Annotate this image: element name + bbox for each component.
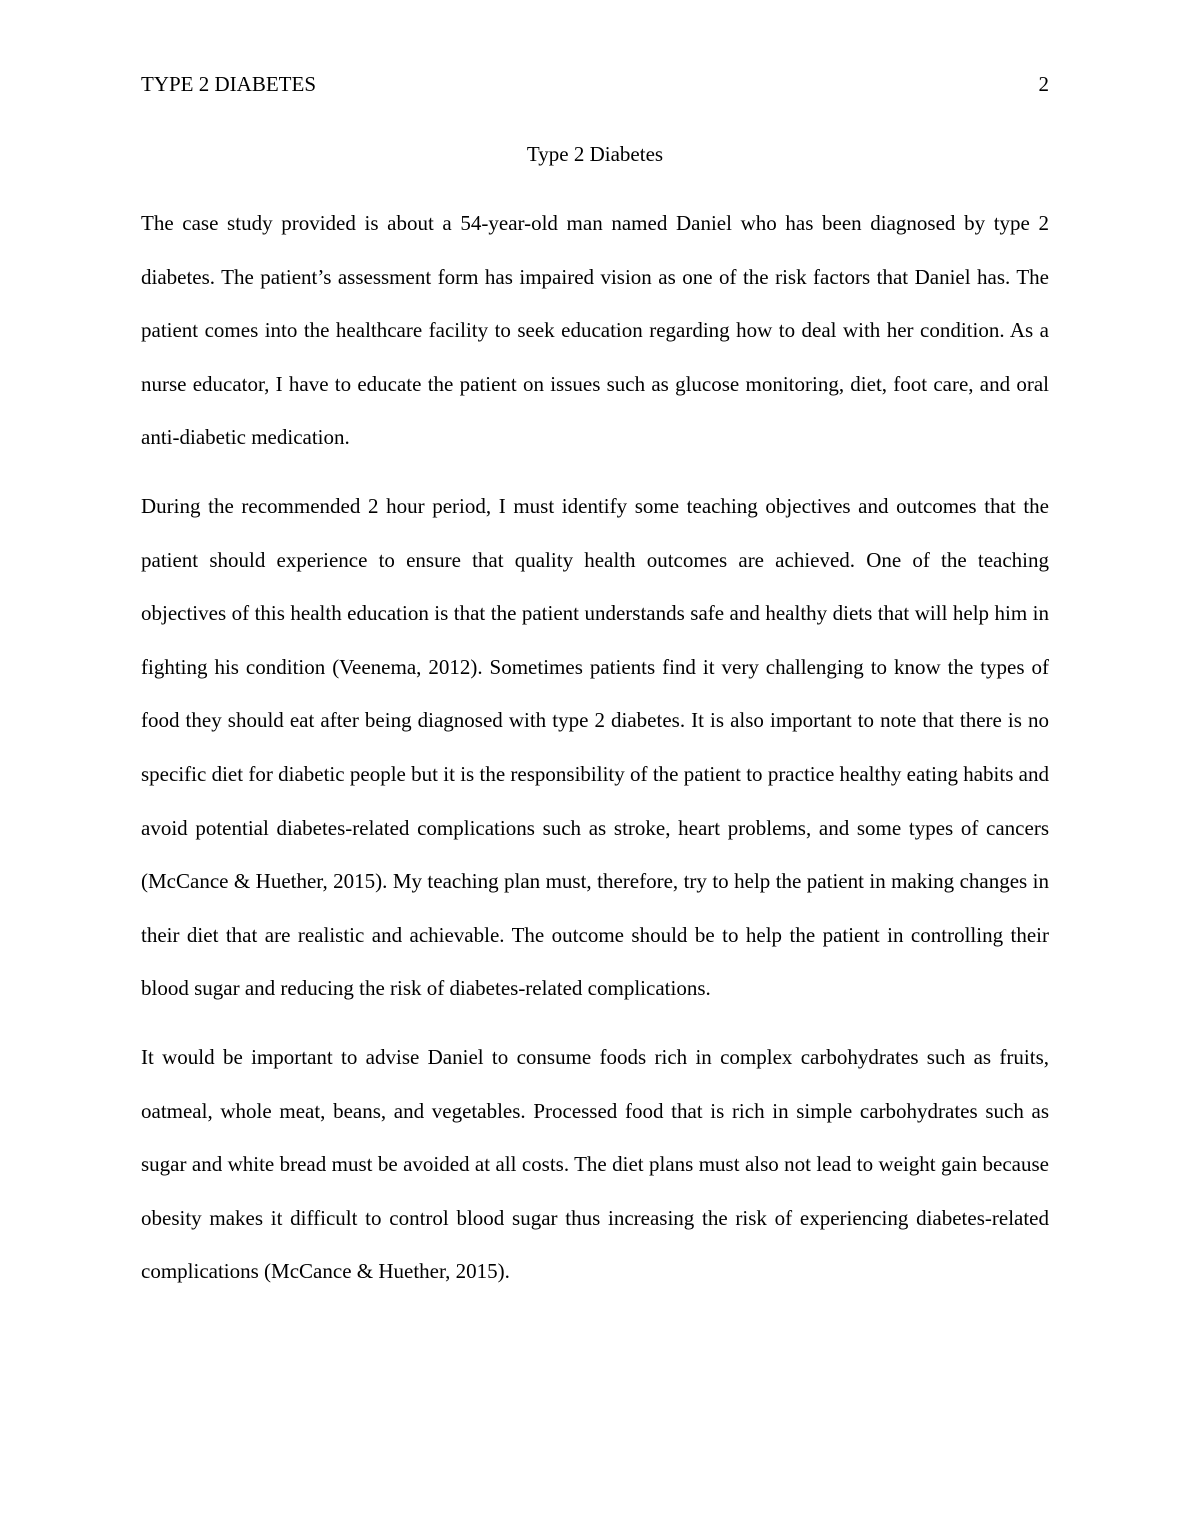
running-head-title: TYPE 2 DIABETES	[141, 72, 316, 96]
paragraph-3: It would be important to advise Daniel to consume foods rich in complex carbohydrates such as fruits, oatmeal, whole meat, beans, and vegetables. Processed food that is rich in simple carbohydrates such as sugar and white bread must be avoided at all costs. The diet plans must also not lead to weight gain because obesity makes it difficult to control blood sugar thus increasing the risk of experiencing diabetes-related complications (McCance & Huether, 2015).	[141, 1044, 1049, 1284]
document-title: Type 2 Diabetes	[526, 142, 664, 166]
document-body	[141, 197, 1049, 1314]
paragraph-2: During the recommended 2 hour period, I must identify some teaching objectives and outcomes that the patient should experience to ensure that quality health outcomes are achieved. One of the teaching objectives of this health education is that the patient understands safe and healthy diets that will help him in fighting his condition (Veenema, 2012). Sometimes patients find it very challenging to know the types of food they should eat after being diagnosed with type 2 diabetes. It is also important to note that there is no specific diet for diabetic people but it is the responsibility of the patient to practice healthy eating habits and avoid potential diabetes-related complications such as stroke, heart problems, and some types of cancers (McCance & Huether, 2015). My teaching plan must, therefore, try to help the patient in making changes in their diet that are realistic and achievable. The outcome should be to help the patient in controlling their blood sugar and reducing the risk of diabetes-related complications.	[141, 493, 1049, 1001]
page-number: 2	[1038, 72, 1049, 96]
paragraph-1: The case study provided is about a 54-year-old man named Daniel who has been diagnosed by type 2 diabetes. The patient’s assessment form has impaired vision as one of the risk factors that Daniel has. The patient comes into the healthcare facility to seek education regarding how to deal with her condition. As a nurse educator, I have to educate the patient on issues such as glucose monitoring, diet, foot care, and oral anti-diabetic medication.	[141, 211, 1049, 450]
running-header	[141, 70, 1049, 98]
